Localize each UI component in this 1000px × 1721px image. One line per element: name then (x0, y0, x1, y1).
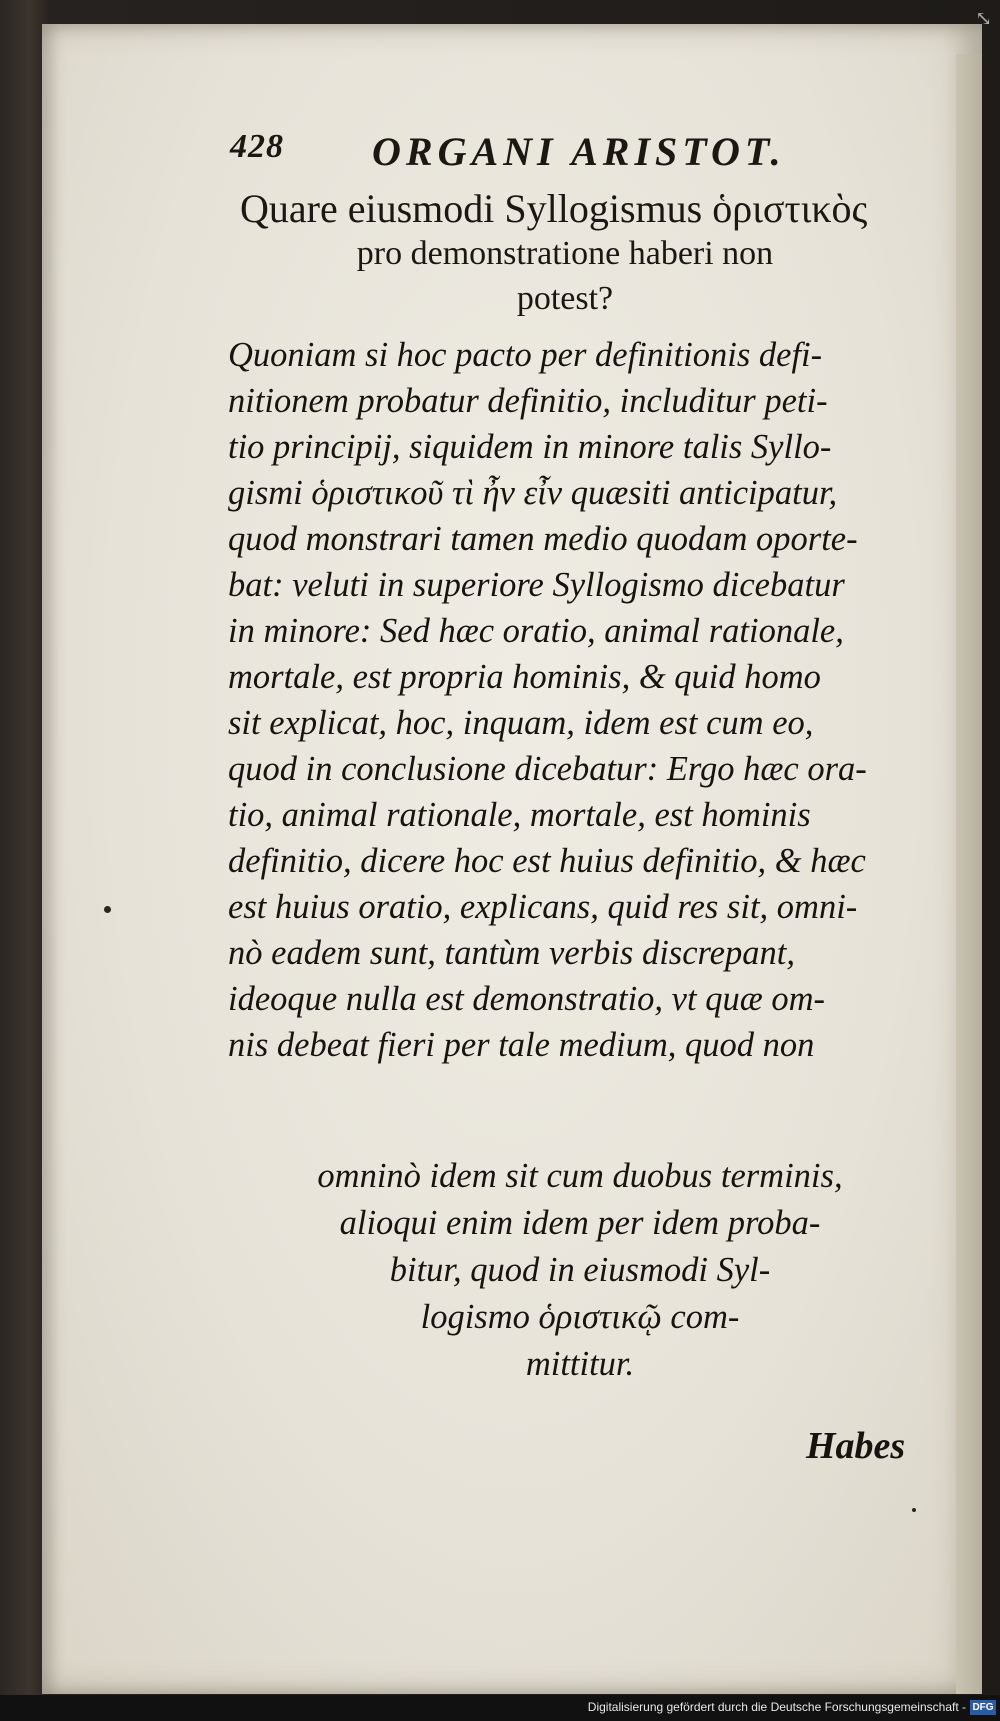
text-line: gismi ὁριστικοῦ τὶ ἦν εἶν quæsiti anticipatur, (228, 474, 838, 512)
section-title (200, 186, 930, 322)
running-head: ORGANI ARISTOT. (372, 129, 786, 174)
text-line: logismo ὁριστικῷ com- (420, 1298, 740, 1336)
funding-credit: Digitalisierung gefördert durch die Deutsche Forschungsgemeinschaft - (587, 1700, 966, 1714)
text-line: tio principij, siquidem in minore talis Syllo- (228, 428, 832, 466)
text-line: omninò idem sit cum duobus terminis, (317, 1157, 843, 1195)
ink-speck (104, 906, 111, 913)
text-line: mittitur. (525, 1345, 635, 1383)
page-corner-icon: ⤡ (975, 6, 992, 30)
text-line: Quoniam si hoc pacto per definitionis defi- (228, 336, 823, 374)
text-line: quod monstrari tamen medio quodam oporte- (228, 520, 858, 558)
title-line: Quare eiusmodi Syllogismus ὁριστικὸς (240, 186, 868, 231)
text-line: bitur, quod in eiusmodi Syl- (389, 1251, 771, 1289)
text-line: alioqui enim idem per idem proba- (339, 1204, 821, 1242)
title-line: pro demonstratione haberi non (356, 235, 774, 272)
text-line: definitio, dicere hoc est huius definitio, & hæc (228, 842, 866, 880)
ink-speck (912, 1508, 916, 1512)
text-line: sit explicat, hoc, inquam, idem est cum eo, (228, 704, 814, 742)
text-line: bat: veluti in superiore Syllogismo dicebatur (228, 566, 845, 604)
page-edge (956, 54, 982, 1694)
text-line: nis debeat fieri per tale medium, quod non (228, 1026, 815, 1064)
body-text (228, 332, 928, 1068)
text-line: in minore: Sed hæc oratio, animal rationale, (228, 612, 844, 650)
text-line: quod in conclusione dicebatur: Ergo hæc ora- (228, 750, 867, 788)
text-line: mortale, est propria hominis, & quid homo (228, 658, 821, 696)
page-header (230, 128, 870, 174)
page-number: 428 (230, 128, 284, 165)
text-line: ideoque nulla est demonstratio, vt quæ om- (228, 980, 825, 1018)
tailpiece-text (200, 1153, 960, 1388)
title-line: potest? (516, 280, 614, 317)
footer-bar (0, 1695, 1000, 1721)
text-line: nò eadem sunt, tantùm verbis discrepant, (228, 934, 795, 972)
text-line: est huius oratio, explicans, quid res sit, omni- (228, 888, 858, 926)
text-line: nitionem probatur definitio, includitur peti- (228, 382, 828, 420)
catchword: Habes (806, 1425, 906, 1467)
dfg-logo-icon: DFG (970, 1700, 996, 1715)
text-line: tio, animal rationale, mortale, est hominis (228, 796, 811, 834)
